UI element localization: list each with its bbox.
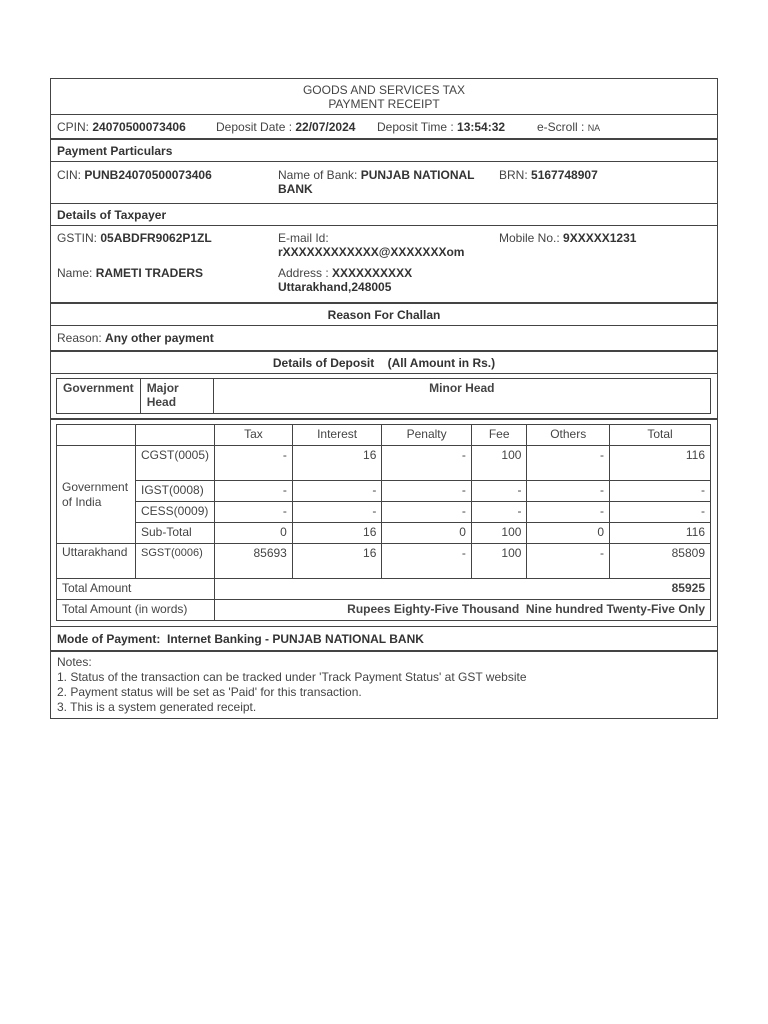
head-table <box>56 378 711 414</box>
payment-particulars-row <box>51 162 717 204</box>
name-field: Name: RAMETI TRADERS <box>57 266 204 280</box>
taxpayer-row <box>51 226 717 304</box>
state-name: Uttarakhand <box>57 544 136 579</box>
subtotal-row: Sub-Total 0 16 0 100 0 116 <box>57 523 711 544</box>
deposit-table <box>56 424 711 621</box>
cin-value: PUNB24070500073406 <box>84 168 212 182</box>
address-line1: XXXXXXXXXX <box>332 266 413 280</box>
challan-heading: Reason For Challan <box>51 304 717 326</box>
email-value: rXXXXXXXXXXXX@XXXXXXXom <box>278 245 465 259</box>
total-words-label: Total Amount (in words) <box>57 600 215 621</box>
table-row: Government of India CGST(0005) - 16 - 100 - 116 <box>57 446 711 481</box>
mode-of-payment-row <box>51 627 717 652</box>
deposit-time-value: 13:54:32 <box>457 120 506 134</box>
email-field: E-mail Id: rXXXXXXXXXXXX@XXXXXXXom <box>278 231 465 259</box>
notes-title: Notes: <box>57 655 92 669</box>
col-penalty: Penalty <box>382 425 472 446</box>
total-value: 85925 <box>215 579 711 600</box>
col-fee: Fee <box>471 425 527 446</box>
col-government: Government <box>57 379 141 414</box>
note-item: 2. Payment status will be set as 'Paid' for this transaction. <box>57 685 362 699</box>
col-total: Total <box>610 425 711 446</box>
escroll-field: e-Scroll : NA <box>537 120 601 134</box>
name-value: RAMETI TRADERS <box>95 266 204 280</box>
address-field: Address : XXXXXXXXXX Uttarakhand,248005 <box>278 266 413 294</box>
deposit-info-row <box>51 115 717 140</box>
government-of-india: Government of India <box>57 446 136 544</box>
cpin-value: 24070500073406 <box>92 120 186 134</box>
mode-value: Internet Banking - PUNJAB NATIONAL BANK <box>167 632 424 646</box>
note-item: 3. This is a system generated receipt. <box>57 700 257 714</box>
deposit-time-field: Deposit Time : 13:54:32 <box>377 120 506 134</box>
total-row <box>57 579 711 600</box>
brn-field: BRN: 5167748907 <box>499 168 598 182</box>
deposit-date-field: Deposit Date : 22/07/2024 <box>216 120 356 134</box>
deposit-details-note: (All Amount in Rs.) <box>387 356 496 370</box>
mode-label: Mode of Payment: <box>57 632 168 646</box>
deposit-head-row <box>51 378 717 420</box>
col-major-head: Major Head <box>140 379 213 414</box>
payment-particulars-heading: Payment Particulars <box>51 140 717 162</box>
challan-reason-row: Reason: Any other payment <box>51 326 717 352</box>
receipt-title: GOODS AND SERVICES TAX <box>302 83 466 97</box>
col-minor-head: Minor Head <box>213 379 710 414</box>
table-row: CESS(0009) - - - - - - <box>57 502 711 523</box>
receipt-subtitle: PAYMENT RECEIPT <box>328 97 440 111</box>
receipt-header <box>51 79 717 115</box>
total-words-value: Rupees Eighty-Five Thousand Nine hundred Twenty-Five Only <box>215 600 711 621</box>
gstin-value: 05ABDFR9062P1ZL <box>100 231 212 245</box>
mobile-field: Mobile No.: 9XXXXX1231 <box>499 231 637 245</box>
escroll-value: NA <box>587 123 601 133</box>
bank-value: PUNJAB NATIONAL BANK <box>278 168 475 196</box>
state-row: Uttarakhand SGST(0006) 85693 16 - 100 - 85809 <box>57 544 711 579</box>
deposit-table-row <box>51 424 717 627</box>
total-words-row <box>57 600 711 621</box>
reason-value: Any other payment <box>105 331 214 345</box>
table-row: IGST(0008) - - - - - - <box>57 481 711 502</box>
cin-field: CIN: PUNB24070500073406 <box>57 168 212 182</box>
gstin-field: GSTIN: 05ABDFR9062P1ZL <box>57 231 212 245</box>
bank-field: Name of Bank: PUNJAB NATIONAL BANK <box>278 168 475 196</box>
note-item: 1. Status of the transaction can be tracked under 'Track Payment Status' at GST website <box>57 670 527 684</box>
col-others: Others <box>527 425 610 446</box>
col-tax: Tax <box>215 425 293 446</box>
total-label: Total Amount <box>57 579 215 600</box>
address-line2: Uttarakhand,248005 <box>278 280 392 294</box>
taxpayer-heading: Details of Taxpayer <box>51 204 717 226</box>
cpin-field: CPIN: 24070500073406 <box>57 120 186 134</box>
col-interest: Interest <box>292 425 382 446</box>
sub-header-row <box>57 425 711 446</box>
deposit-date-value: 22/07/2024 <box>295 120 356 134</box>
deposit-details-heading <box>51 352 717 374</box>
mobile-value: 9XXXXX1231 <box>563 231 637 245</box>
brn-value: 5167748907 <box>531 168 598 182</box>
deposit-details-title: Details of Deposit <box>272 356 375 370</box>
notes-section <box>51 652 717 718</box>
payment-receipt <box>50 78 718 719</box>
